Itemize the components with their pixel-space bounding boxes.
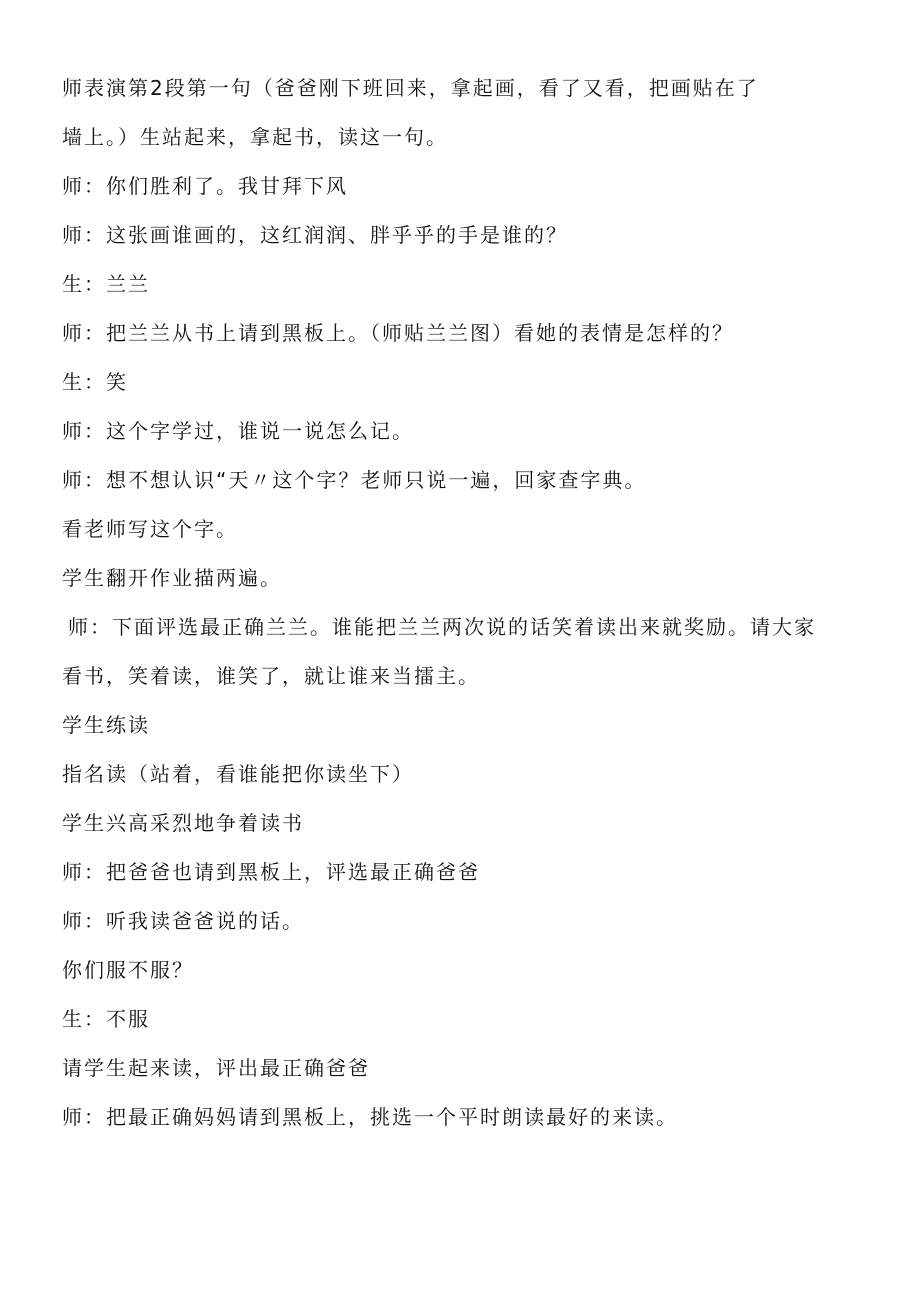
text-line: 师：这张画谁画的，这红润润、胖乎乎的手是谁的？ bbox=[62, 223, 568, 247]
text-line: 师：把最正确妈妈请到黑板上，挑选一个平时朗读最好的来读。 bbox=[62, 1105, 678, 1129]
text-line: 师：听我读爸爸说的话。 bbox=[62, 909, 304, 933]
text-line: 师：下面评选最正确兰兰。谁能把兰兰两次说的话笑着读出来就奖励。请大家 bbox=[68, 615, 816, 639]
text-line: 师：这个字学过，谁说一说怎么记。 bbox=[62, 419, 414, 443]
text-line: 生：笑 bbox=[62, 370, 128, 394]
text-line: 学生翻开作业描两遍。 bbox=[62, 566, 282, 590]
text-line: 生：兰兰 bbox=[62, 272, 150, 296]
text-line: 生：不服 bbox=[62, 1007, 150, 1031]
text-line: 师表演第2段第一句（爸爸刚下班回来，拿起画，看了又看，把画贴在了 bbox=[62, 76, 759, 100]
text-line: 师：你们胜利了。我甘拜下风 bbox=[62, 174, 348, 198]
text-line: 学生兴高采烈地争着读书 bbox=[62, 811, 304, 835]
text-line: 师：把爸爸也请到黑板上，评选最正确爸爸 bbox=[62, 860, 480, 884]
text-line: 师：把兰兰从书上请到黑板上。（师贴兰兰图）看她的表情是怎样的？ bbox=[62, 321, 734, 345]
document-body bbox=[62, 64, 862, 1142]
text-line: 你们服不服？ bbox=[62, 958, 194, 982]
text-line: 看老师写这个字。 bbox=[62, 517, 238, 541]
text-line: 师：想不想认识“天〃这个字？老师只说一遍，回家查字典。 bbox=[62, 468, 647, 492]
text-line: 看书，笑着读，谁笑了，就让谁来当擂主。 bbox=[62, 664, 480, 688]
text-line: 学生练读 bbox=[62, 713, 150, 737]
text-line: 墙上。）生站起来，拿起书，读这一句。 bbox=[62, 125, 448, 149]
text-line: 请学生起来读，评出最正确爸爸 bbox=[62, 1056, 370, 1080]
text-line: 指名读（站着，看谁能把你读坐下） bbox=[62, 762, 414, 786]
